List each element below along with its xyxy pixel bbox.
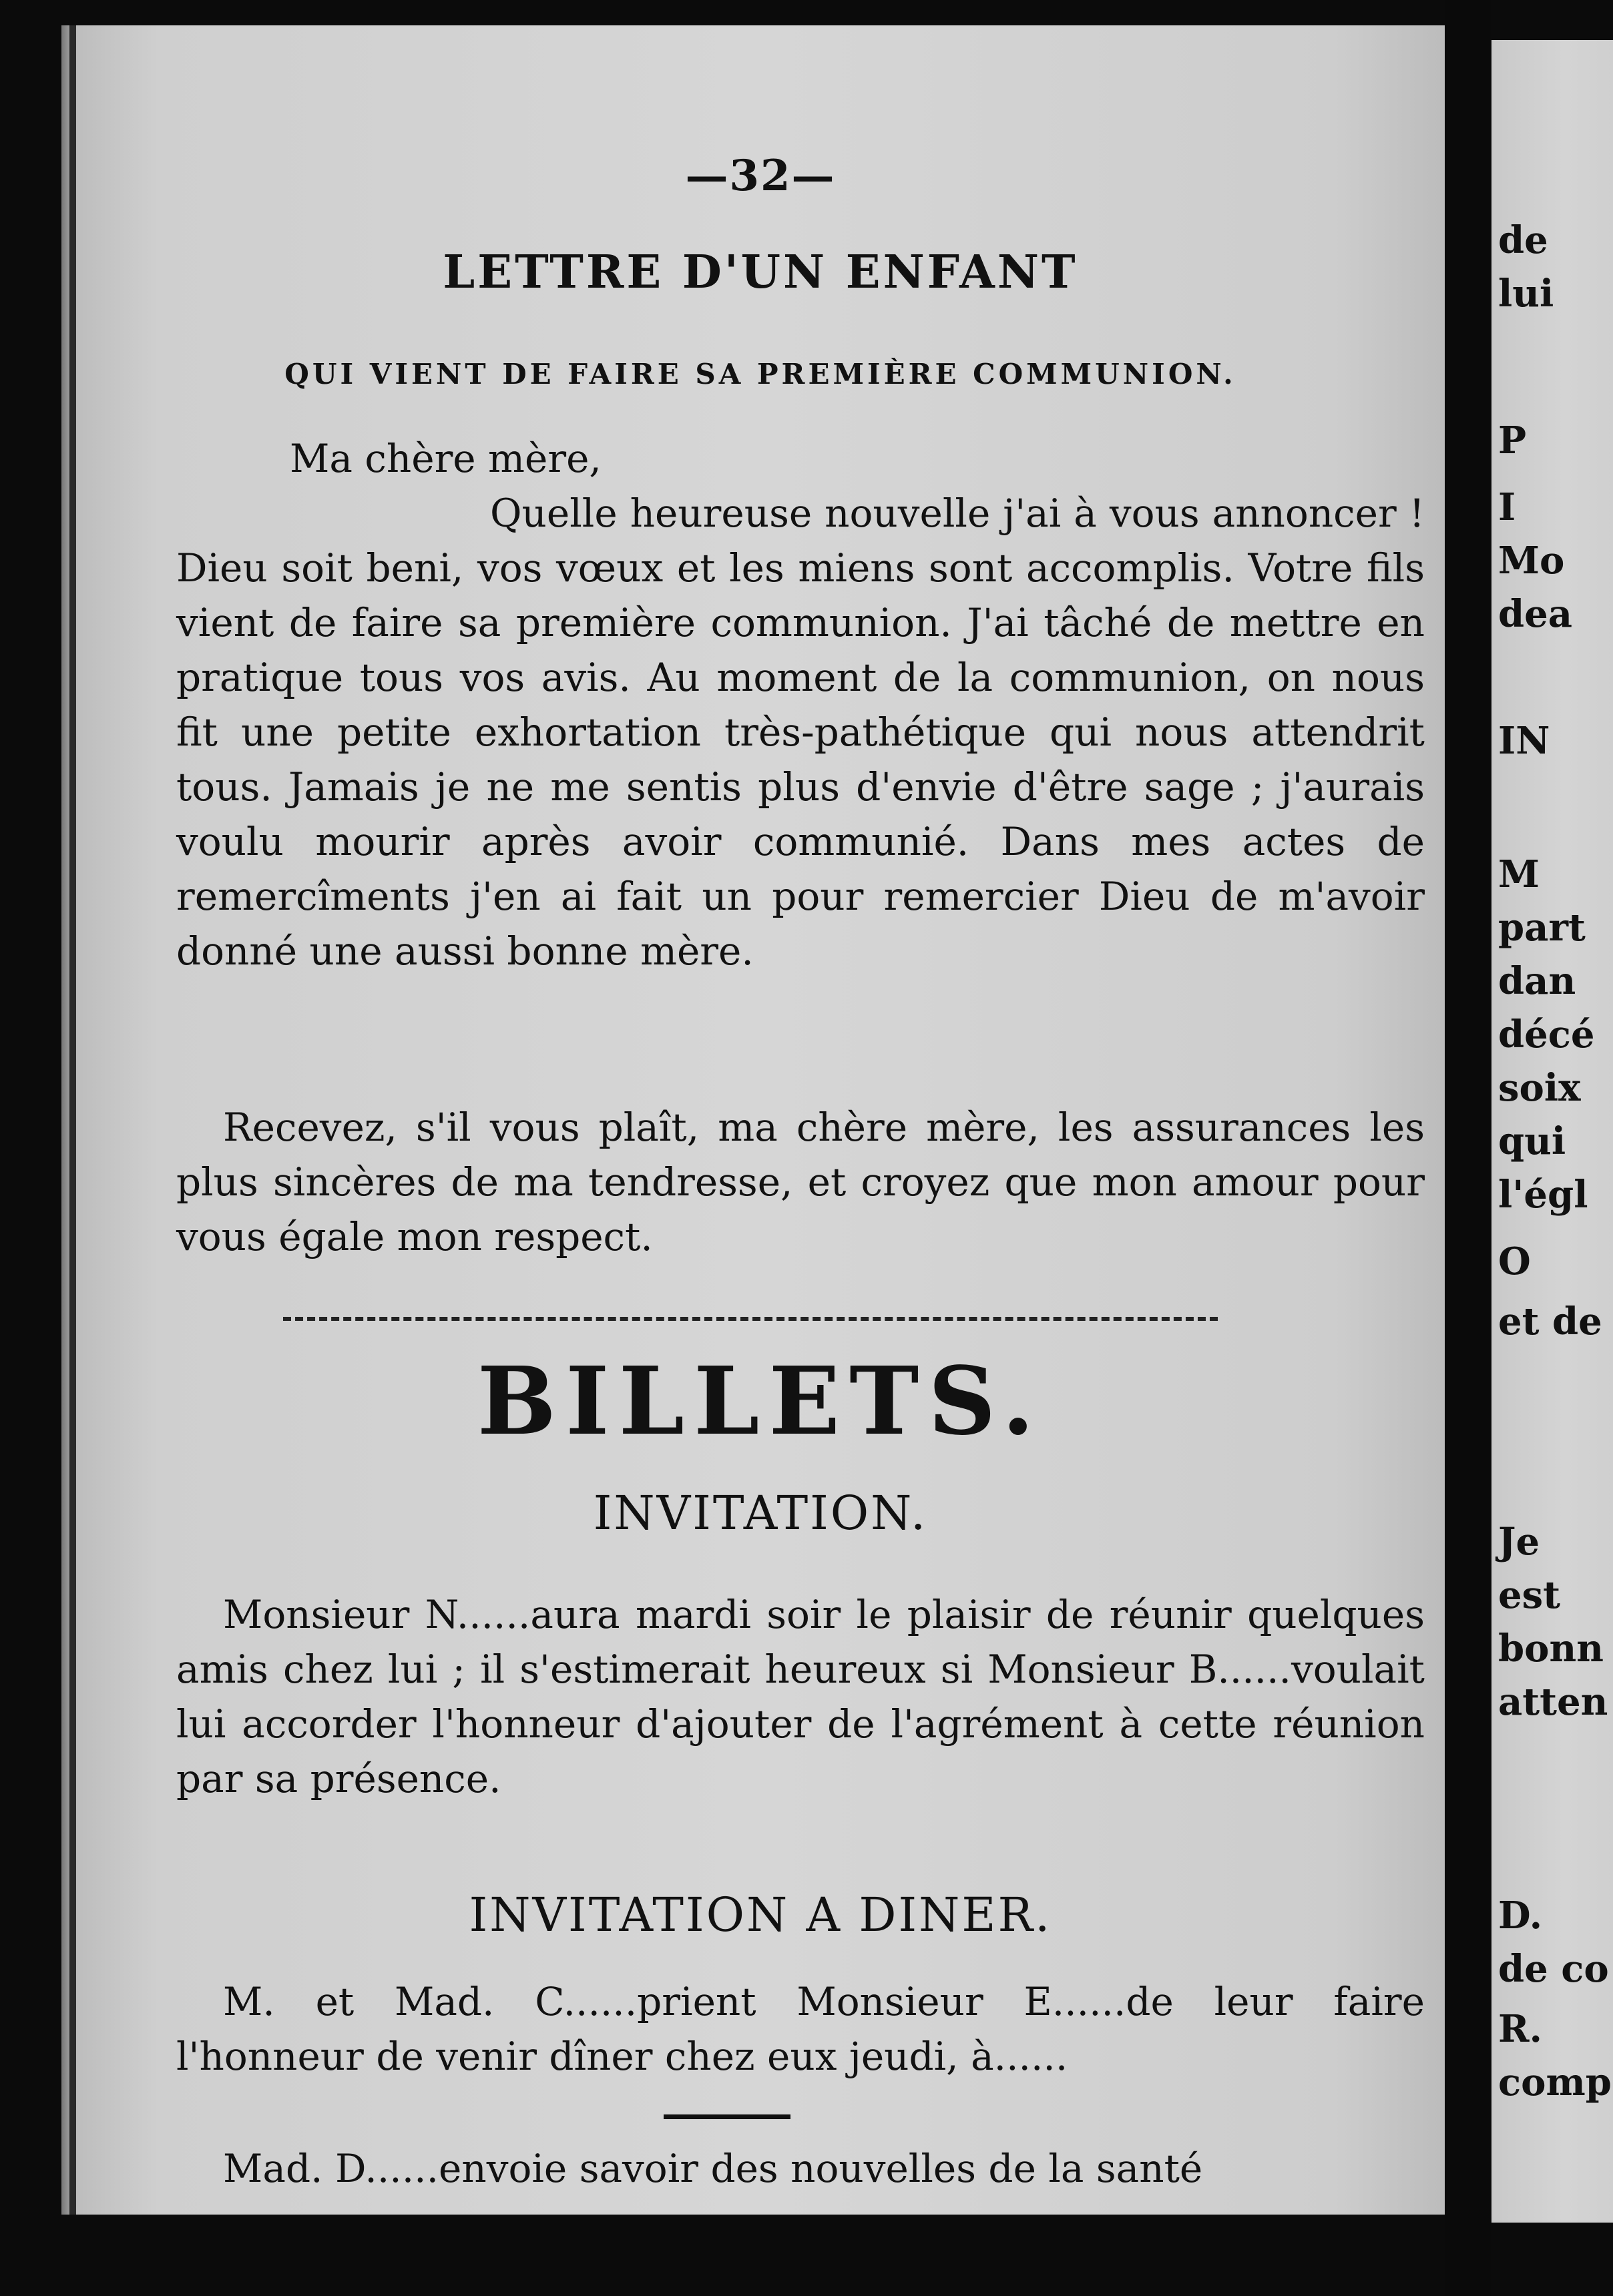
left-page xyxy=(69,25,1445,2215)
right-page-fragment: R. xyxy=(1498,2007,1543,2051)
letter-paragraph-2: Recevez, s'il vous plaît, ma chère mère, les assurances les plus sincères de ma tendresse, et croyez que mon amour pour vous égale mon respect. xyxy=(176,1105,1425,1259)
right-page-fragment: et de xyxy=(1498,1300,1602,1344)
right-page-fragment: l'égl xyxy=(1498,1173,1588,1217)
right-page-fragment: O xyxy=(1498,1239,1531,1283)
right-page-fragment: bonn xyxy=(1498,1627,1604,1671)
right-page-fragment: de xyxy=(1498,218,1548,262)
right-page-fragment: lui xyxy=(1498,272,1554,316)
short-rule-separator xyxy=(664,2114,790,2119)
invitation-text: Monsieur N......aura mardi soir le plaisir de réunir quelques amis chez lui ; il s'estimerait heureux si Monsieur B......voulait lui accorder l'honneur d'ajouter de l'agrément à cette réunion par sa présence. xyxy=(176,1592,1425,1801)
last-line-text: Mad. D......envoie savoir des nouvelles de la santé xyxy=(223,2146,1203,2191)
right-page-fragment: soix xyxy=(1498,1066,1581,1110)
right-page-fragment: M xyxy=(1498,852,1540,896)
right-page-fragment: comp xyxy=(1498,2060,1612,2104)
billets-heading: BILLETS. xyxy=(477,1347,1044,1456)
right-page-fragment: D. xyxy=(1498,1894,1543,1938)
right-page-fragment: Je xyxy=(1498,1520,1540,1564)
right-page-fragment: IN xyxy=(1498,719,1550,763)
page-gutter xyxy=(1445,0,1491,2296)
right-page-fragment: décé xyxy=(1498,1013,1595,1057)
page-number: —32— xyxy=(685,151,836,201)
right-page-fragment: qui xyxy=(1498,1119,1566,1163)
letter-subtitle: QUI VIENT DE FAIRE SA PREMIÈRE COMMUNION. xyxy=(284,358,1236,390)
right-page-fragment: Mo xyxy=(1498,539,1565,583)
invitation-title: INVITATION. xyxy=(593,1486,928,1540)
right-page-fragment: dea xyxy=(1498,592,1573,636)
right-page-fragment: P xyxy=(1498,418,1527,463)
right-page-fragment: atten xyxy=(1498,1680,1608,1724)
right-page-fragment: de co xyxy=(1498,1947,1609,1991)
right-page-edge xyxy=(1491,40,1613,2223)
dinner-invitation-title: INVITATION A DINER. xyxy=(469,1888,1052,1942)
right-page-fragment: I xyxy=(1498,485,1516,529)
right-page-fragment: dan xyxy=(1498,959,1576,1003)
letter-paragraph-1: Quelle heureuse nouvelle j'ai à vous annoncer ! Dieu soit beni, vos vœux et les miens sont accomplis. Votre fils vient de faire sa première communion. J'ai tâché de mettre en pratique tous vos avis. Au moment de la communion, on nous fit une petite exhortation très-pathétique qui nous attendrit tous. Jamais je ne me sentis plus d'envie d'être sage ; j'aurais voulu mourir après avoir communié. Dans mes actes de remercîments j'en ai fait un pour remercier Dieu de m'avoir donné une aussi bonne mère. xyxy=(176,491,1425,974)
dotted-separator xyxy=(283,1317,1218,1321)
right-page-fragment: part xyxy=(1498,906,1586,950)
dinner-invitation-text: M. et Mad. C......prient Monsieur E......de leur faire l'honneur de venir dîner chez eux jeudi, à...... xyxy=(176,1979,1425,2079)
letter-salutation: Ma chère mère, xyxy=(290,436,602,481)
letter-title: LETTRE D'UN ENFANT xyxy=(443,246,1078,299)
right-page-fragment: est xyxy=(1498,1573,1561,1617)
